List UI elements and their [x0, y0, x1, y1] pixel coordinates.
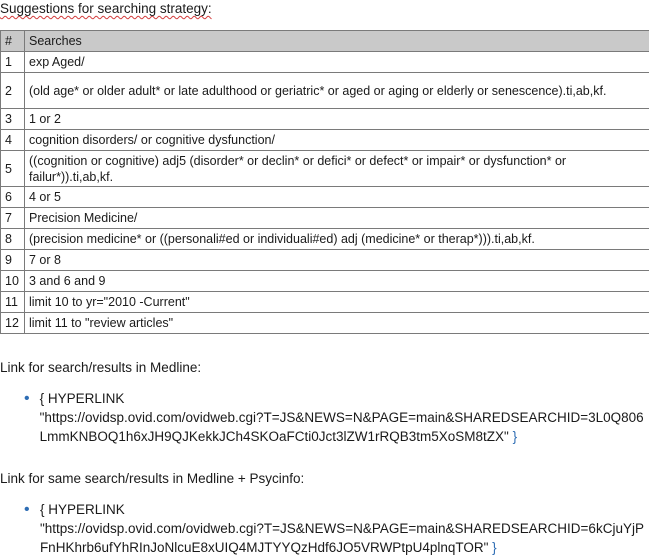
row-number: 4	[1, 130, 25, 151]
bullet-icon: •	[24, 501, 30, 518]
medline-psycinfo-hyperlink-field[interactable]	[40, 500, 644, 557]
row-number: 6	[1, 187, 25, 208]
row-search: 4 or 5	[25, 187, 649, 208]
row-number: 7	[1, 208, 25, 229]
table-row	[1, 151, 649, 187]
row-search: cognition disorders/ or cognitive dysfunction/	[25, 130, 649, 151]
row-number: 5	[1, 151, 25, 187]
medline-link-label: Link for search/results in Medline:	[0, 360, 202, 375]
table-row	[1, 271, 649, 292]
row-number: 11	[1, 292, 25, 313]
table-row	[1, 130, 649, 151]
table-row	[1, 208, 649, 229]
medline-psycinfo-link-item[interactable]	[24, 500, 644, 557]
table-header-row	[1, 31, 649, 52]
row-search: Precision Medicine/	[25, 208, 649, 229]
table-row	[1, 73, 649, 109]
row-search: exp Aged/	[25, 52, 649, 73]
field-code-open: { HYPERLINK	[39, 502, 125, 517]
row-search: 3 and 6 and 9	[25, 271, 649, 292]
bullet-icon: •	[24, 390, 30, 407]
row-search: (old age* or older adult* or late adulthood or geriatric* or aged or aging or elderly or senescence).ti,ab,kf.	[25, 73, 649, 109]
medline-link-item[interactable]	[24, 389, 644, 446]
row-number: 9	[1, 250, 25, 271]
row-number: 2	[1, 73, 25, 109]
table-row	[1, 229, 649, 250]
row-number: 1	[1, 52, 25, 73]
row-number: 12	[1, 313, 25, 334]
row-search: (precision medicine* or ((personali#ed or individuali#ed) adj (medicine* or therap*))).ti,ab,kf.	[25, 229, 649, 250]
field-code-close: }	[492, 540, 497, 555]
row-number: 3	[1, 109, 25, 130]
row-search: ((cognition or cognitive) adj5 (disorder* or declin* or defici* or defect* or impair* or dysfunction* or failur*)).ti,ab,kf.	[25, 151, 649, 187]
medline-hyperlink-field[interactable]	[40, 389, 644, 446]
table-row	[1, 292, 649, 313]
table-row	[1, 109, 649, 130]
table-row	[1, 313, 649, 334]
row-number: 10	[1, 271, 25, 292]
medline-psycinfo-url[interactable]: "https://ovidsp.ovid.com/ovidweb.cgi?T=JS&NEWS=N&PAGE=main&SHAREDSEARCHID=6kCjuYjPFnHKhrb6ufYhRInJoNlcuE8xUIQ4MJTYYQzHdf6JO5VRWPtpU4plnqTOR"	[39, 521, 644, 555]
medline-psycinfo-link-label: Link for same search/results in Medline + Psycinfo:	[0, 471, 305, 486]
row-number: 8	[1, 229, 25, 250]
row-search: limit 10 to yr="2010 -Current"	[25, 292, 649, 313]
row-search: limit 11 to "review articles"	[25, 313, 649, 334]
field-code-close: }	[512, 429, 518, 444]
medline-url[interactable]: "https://ovidsp.ovid.com/ovidweb.cgi?T=JS&NEWS=N&PAGE=main&SHAREDSEARCHID=3L0Q806LmmKNBOQ1h6xJH9QJKekkJCh4SKOaFCti0Jct3lZW1rRQB3tm5XoSM8tZX"	[39, 410, 644, 444]
table-row	[1, 52, 649, 73]
page-heading: Suggestions for searching strategy:	[0, 1, 212, 16]
table-row	[1, 187, 649, 208]
header-searches: Searches	[25, 31, 649, 52]
search-strategy-table	[0, 30, 649, 334]
row-search: 1 or 2	[25, 109, 649, 130]
header-number: #	[1, 31, 25, 52]
field-code-open: { HYPERLINK	[39, 391, 125, 406]
row-search: 7 or 8	[25, 250, 649, 271]
table-row	[1, 250, 649, 271]
